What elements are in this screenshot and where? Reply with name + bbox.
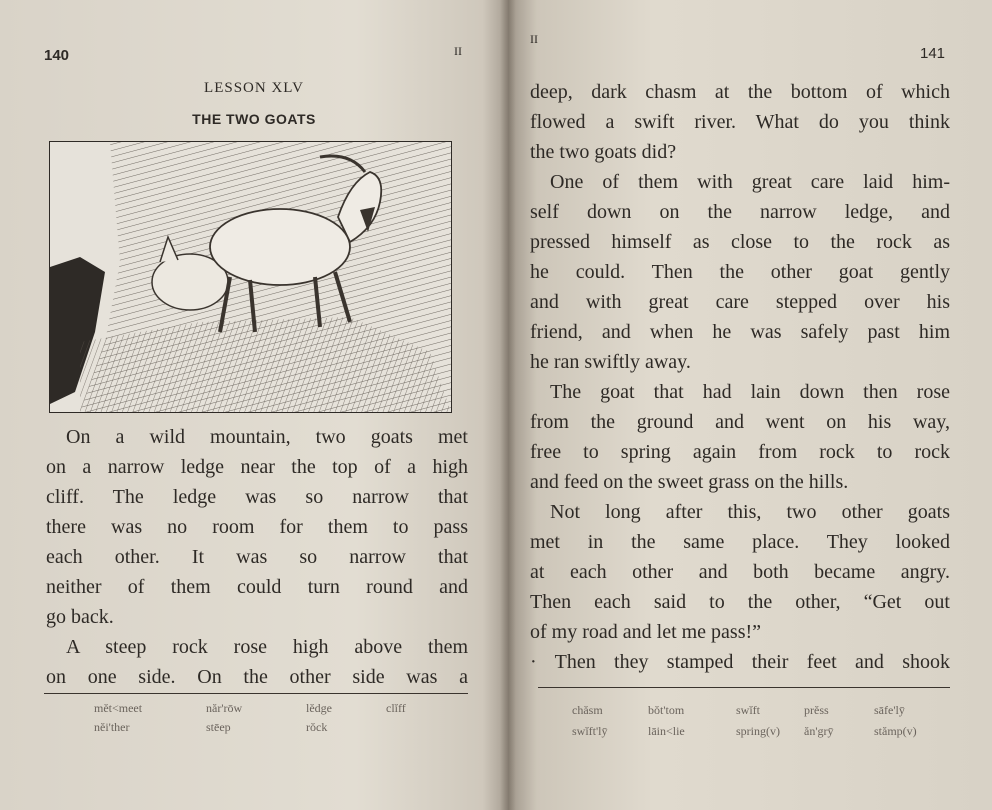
page-number: 141 — [920, 45, 946, 62]
right-page-text — [530, 77, 950, 677]
right-page — [508, 0, 992, 810]
text-line: he ran swiftly away. — [530, 351, 691, 373]
text-line: neither of them could turn round and — [46, 576, 468, 598]
text-line: · Then they stamped their feet and shook — [530, 651, 950, 673]
vocab-word: chăsm — [572, 703, 603, 717]
vocab-word: clĭff — [386, 701, 406, 715]
text-line: cliff. The ledge was so narrow that — [46, 486, 468, 508]
vocab-word: mĕt<meet — [94, 701, 143, 715]
vocab-word: spring(v) — [736, 724, 780, 738]
text-line: and with great care stepped over his — [530, 291, 950, 313]
vocab-word: nĕi'ther — [94, 720, 130, 734]
vocab-word: swĭft'lȳ — [572, 724, 608, 738]
vocab-word: stēep — [206, 720, 231, 734]
text-line: he could. Then the other goat gently — [530, 261, 950, 283]
vocab-word: bŏt'tom — [648, 703, 685, 717]
text-line: from the ground and went on his way, — [530, 411, 950, 433]
page-number: 140 — [44, 47, 70, 64]
text-line: the two goats did? — [530, 141, 677, 163]
text-line: deep, dark chasm at the bottom of which — [530, 81, 950, 103]
two-goats-illustration — [49, 141, 452, 413]
text-line: free to spring again from rock to rock — [530, 441, 950, 463]
text-line: One of them with great care laid him- — [550, 171, 950, 193]
text-line: The goat that had lain down then rose — [550, 381, 950, 403]
text-line: there was no room for them to pass — [46, 516, 468, 538]
footer-rule — [538, 687, 950, 688]
vocab-word: rŏck — [306, 720, 328, 734]
vocab-word: swĭft — [736, 703, 760, 717]
vocabulary-list — [572, 703, 934, 739]
text-line: of my road and let me pass!” — [530, 621, 762, 643]
signature-mark: II — [454, 44, 462, 58]
text-line: go back. — [46, 606, 114, 628]
vocabulary-list — [94, 701, 456, 735]
text-line: on one side. On the other side was a — [46, 666, 468, 688]
text-line: friend, and when he was safely past him — [530, 321, 950, 343]
left-page-text — [46, 422, 468, 692]
text-line: on a narrow ledge near the top of a high — [46, 456, 468, 478]
text-line: each other. It was so narrow that — [46, 546, 468, 568]
text-line: pressed himself as close to the rock as — [530, 231, 950, 253]
lesson-label: LESSON XLV — [204, 80, 304, 96]
text-line: and feed on the sweet grass on the hills. — [530, 471, 849, 493]
vocab-word: lĕdge — [306, 701, 332, 715]
text-line: flowed a swift river. What do you think — [530, 111, 950, 133]
vocab-word: ăn'grȳ — [804, 724, 834, 738]
vocab-word: năr'rōw — [206, 701, 243, 715]
book-gutter — [500, 0, 516, 810]
vocab-word: lāin<lie — [648, 724, 685, 738]
footer-rule — [44, 693, 468, 694]
vocab-word: sāfe'lȳ — [874, 703, 905, 717]
text-line: Then each said to the other, “Get out — [530, 591, 950, 613]
text-line: A steep rock rose high above them — [66, 636, 468, 658]
text-line: met in the same place. They looked — [530, 531, 950, 553]
lesson-title: THE TWO GOATS — [192, 111, 316, 127]
vocab-word: prĕss — [804, 703, 829, 717]
signature-mark: II — [530, 32, 538, 46]
vocab-word: stămp(v) — [874, 724, 917, 738]
text-line: On a wild mountain, two goats met — [66, 426, 468, 448]
text-line: at each other and both became angry. — [530, 561, 950, 583]
text-line: self down on the narrow ledge, and — [530, 201, 950, 223]
text-line: Not long after this, two other goats — [550, 501, 950, 523]
